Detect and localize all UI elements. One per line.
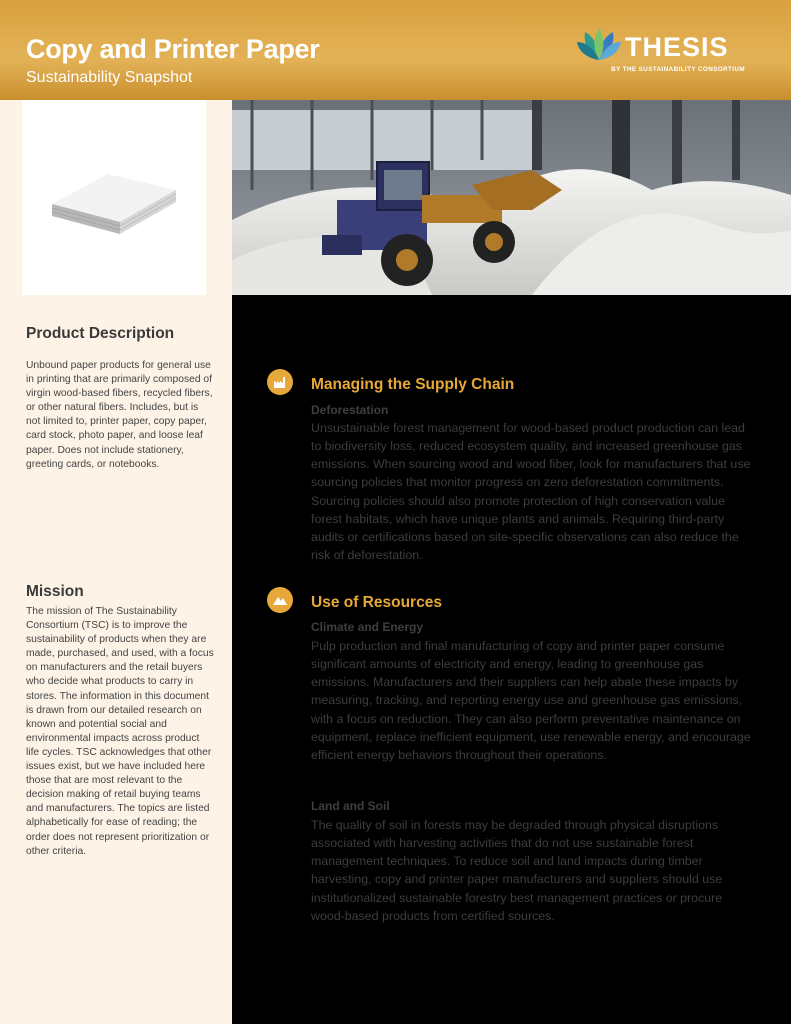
topic-text-deforestation: Unsustainable forest management for wood-based product production can lead to biodiversity loss, reduced ecosystem quality, and increased greenhouse gas emissions. When sourcing wood and wood fiber, look for manufacturers that use sourcing policies that monitor progress on zero deforestation commitments. Sourcing policies should also promote protection of high conservation value forest habitats, which have unique plants and animals. Requiring third-party audits or certifications based on site-specific observations can also reduce the risk of deforestation. [311, 421, 751, 563]
topic-title-land-soil: Land and Soil [311, 799, 390, 813]
topic-title-climate-energy: Climate and Energy [311, 620, 424, 634]
section-heading-supply-chain: Managing the Supply Chain [311, 376, 515, 393]
product-description-heading: Product Description [26, 325, 175, 342]
warehouse-photo [232, 100, 791, 295]
wheel-loader-photo [232, 100, 791, 295]
page-subtitle: Sustainability Snapshot [26, 69, 193, 86]
thesis-logo [575, 26, 745, 76]
page-title: Copy and Printer Paper [26, 34, 320, 64]
section-heading-use-of-resources: Use of Resources [311, 594, 442, 611]
mission-heading: Mission [26, 583, 84, 600]
product-image [22, 100, 206, 295]
factory-icon [267, 369, 293, 395]
header-banner [0, 0, 791, 100]
logo-name: THESIS [625, 32, 729, 62]
lotus-icon [575, 26, 623, 62]
mountain-icon [267, 587, 293, 613]
topic-text-climate-energy: Pulp production and final manufacturing of copy and printer paper consume significant amounts of electricity and energy, leading to greenhouse gas emissions. Manufacturers and their suppliers can help abate these impacts by measuring, tracking, and reporting energy use and greenhouse gas emissions, with a focus on reduction. They can also perform preventative maintenance on equipment, replace inefficient equipment, use renewable energy, and encourage efficient energy behaviors throughout their operations. [311, 639, 751, 762]
logo-tagline: BY THE SUSTAINABILITY CONSORTIUM [611, 66, 745, 73]
sidebar [0, 100, 232, 1024]
topic-title-deforestation: Deforestation [311, 403, 389, 417]
paper-stack-image [48, 172, 178, 242]
mission-text: The mission of The Sustainability Consortium (TSC) is to improve the sustainability of products when they are made, purchased, and used, with a focus on manufacturers and the retail buyers who decide what products to carry in stores. The information in this document is drawn from our detailed research on known and potential social and environmental impacts across product life cycles. TSC acknowledges that other issues exist, but we have included here those that are most relevant to the decision making of retail buying teams and manufacturers. The topics are listed alphabetically for ease of reading; the order does not represent prioritization or other criteria. [26, 606, 214, 857]
product-description-text: Unbound paper products for general use in printing that are primarily composed of virgin wood-based fibers, recycled fibers, or other natural fibers. Includes, but is not limited to, printer paper, copy paper, card stock, photo paper, and loose leaf paper. Does not include stationery, greeting cards, or notebooks. [26, 360, 213, 470]
topic-text-land-soil: The quality of soil in forests may be degraded through physical disruptions associated with harvesting activities that do not use sustainable forest management techniques. To reduce soil and land impacts during timber harvesting, copy and printer paper manufacturers and suppliers should use institutionalized sustainable forestry best management practices or procure wood-based products from certified sources. [311, 818, 723, 923]
